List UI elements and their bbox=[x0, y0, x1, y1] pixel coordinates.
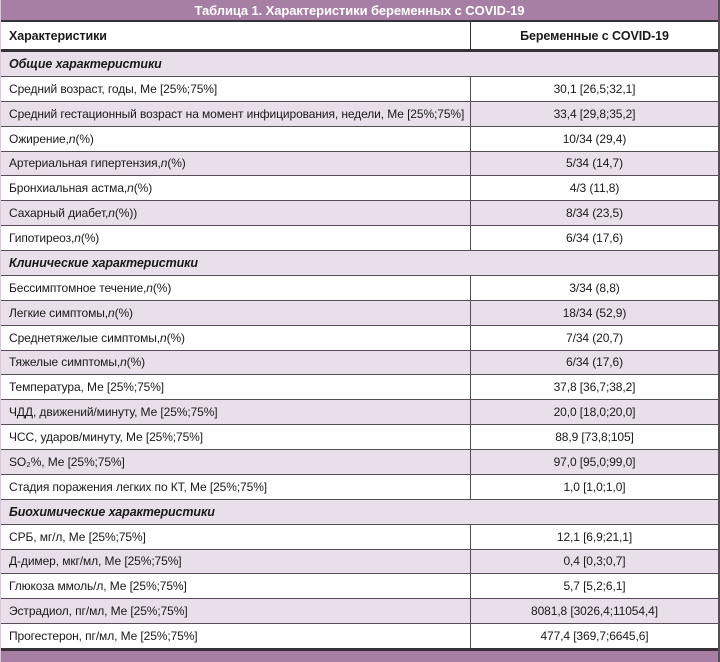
table-header-row bbox=[1, 22, 718, 52]
row-label: Бессимптомное течение, n (%) bbox=[1, 276, 471, 300]
table-row bbox=[1, 226, 718, 251]
table-row bbox=[1, 301, 718, 326]
table-row bbox=[1, 624, 718, 648]
table-body bbox=[1, 52, 718, 648]
row-label: SO₂%, Ме [25%;75%] bbox=[1, 450, 471, 474]
row-label: ЧДД, движений/минуту, Ме [25%;75%] bbox=[1, 400, 471, 424]
section-row: Клинические характеристики bbox=[1, 251, 718, 276]
row-label: Среднетяжелые симптомы, n (%) bbox=[1, 326, 471, 350]
row-label: Сахарный диабет, n (%)) bbox=[1, 201, 471, 225]
row-label: Средний возраст, годы, Ме [25%;75%] bbox=[1, 77, 471, 101]
row-value: 5,7 [5,2;6,1] bbox=[563, 579, 626, 594]
row-value: 30,1 [26,5;32,1] bbox=[553, 81, 636, 96]
row-value: 1,0 [1,0;1,0] bbox=[563, 479, 626, 494]
row-value: 4/3 (11,8) bbox=[569, 181, 620, 196]
section-row: Общие характеристики bbox=[1, 52, 718, 77]
row-value: 6/34 (17,6) bbox=[566, 231, 623, 246]
table-row bbox=[1, 599, 718, 624]
row-value: 37,8 [36,7;38,2] bbox=[553, 380, 636, 395]
table-row bbox=[1, 400, 718, 425]
row-label: Ожирение, n (%) bbox=[1, 127, 471, 151]
table-bottom-band bbox=[1, 648, 718, 662]
column-header-pregnant-covid: Беременные с COVID-19 bbox=[520, 28, 669, 43]
row-value: 33,4 [29,8;35,2] bbox=[553, 106, 636, 121]
table-row bbox=[1, 176, 718, 201]
table-row bbox=[1, 425, 718, 450]
row-value: 12,1 [6,9;21,1] bbox=[556, 529, 633, 544]
row-label: СРБ, мг/л, Ме [25%;75%] bbox=[1, 525, 471, 549]
row-label: Глюкоза ммоль/л, Ме [25%;75%] bbox=[1, 574, 471, 598]
table-row bbox=[1, 450, 718, 475]
row-label: Д-димер, мкг/мл, Ме [25%;75%] bbox=[1, 550, 471, 574]
row-value: 0,4 [0,3;0,7] bbox=[563, 554, 626, 569]
row-label: ЧСС, ударов/минуту, Ме [25%;75%] bbox=[1, 425, 471, 449]
column-header-characteristics: Характеристики bbox=[1, 22, 471, 49]
row-value: 5/34 (14,7) bbox=[566, 156, 623, 171]
table-row bbox=[1, 475, 718, 500]
table-title: Таблица 1. Характеристики беременных с COVID-19 bbox=[1, 0, 718, 22]
row-value: 8/34 (23,5) bbox=[566, 206, 623, 221]
row-label: Бронхиальная астма, n (%) bbox=[1, 176, 471, 200]
row-label: Эстрадиол, пг/мл, Ме [25%;75%] bbox=[1, 599, 471, 623]
table-row bbox=[1, 77, 718, 102]
row-label: Средний гестационный возраст на момент инфицирования, недели, Ме [25%;75%] bbox=[1, 102, 471, 126]
row-value: 20,0 [18,0;20,0] bbox=[553, 405, 636, 420]
table-row bbox=[1, 351, 718, 376]
table-row bbox=[1, 550, 718, 575]
table-row bbox=[1, 201, 718, 226]
table-row bbox=[1, 326, 718, 351]
table-row bbox=[1, 152, 718, 177]
row-label: Температура, Ме [25%;75%] bbox=[1, 375, 471, 399]
table-row bbox=[1, 574, 718, 599]
row-label: Артериальная гипертензия, n (%) bbox=[1, 152, 471, 176]
table-row bbox=[1, 525, 718, 550]
table-row bbox=[1, 276, 718, 301]
row-label: Гипотиреоз, n (%) bbox=[1, 226, 471, 250]
row-value: 97,0 [95,0;99,0] bbox=[553, 454, 636, 469]
row-value: 7/34 (20,7) bbox=[566, 330, 623, 345]
row-value: 10/34 (29,4) bbox=[562, 131, 627, 146]
row-value: 18/34 (52,9) bbox=[562, 305, 627, 320]
table-row bbox=[1, 375, 718, 400]
row-label: Легкие симптомы, n (%) bbox=[1, 301, 471, 325]
row-label: Тяжелые симптомы, n (%) bbox=[1, 351, 471, 375]
row-value: 8081,8 [3026,4;11054,4] bbox=[531, 604, 658, 619]
table-row bbox=[1, 127, 718, 152]
row-value: 3/34 (8,8) bbox=[569, 280, 620, 295]
table-row bbox=[1, 102, 718, 127]
row-label: Стадия поражения легких по КТ, Ме [25%;75%] bbox=[1, 475, 471, 499]
row-value: 88,9 [73,8;105] bbox=[555, 430, 634, 445]
row-label: Прогестерон, пг/мл, Ме [25%;75%] bbox=[1, 624, 471, 648]
section-row: Биохимические характеристики bbox=[1, 500, 718, 525]
row-value: 6/34 (17,6) bbox=[566, 355, 623, 370]
row-value: 477,4 [369,7;6645,6] bbox=[540, 629, 649, 644]
